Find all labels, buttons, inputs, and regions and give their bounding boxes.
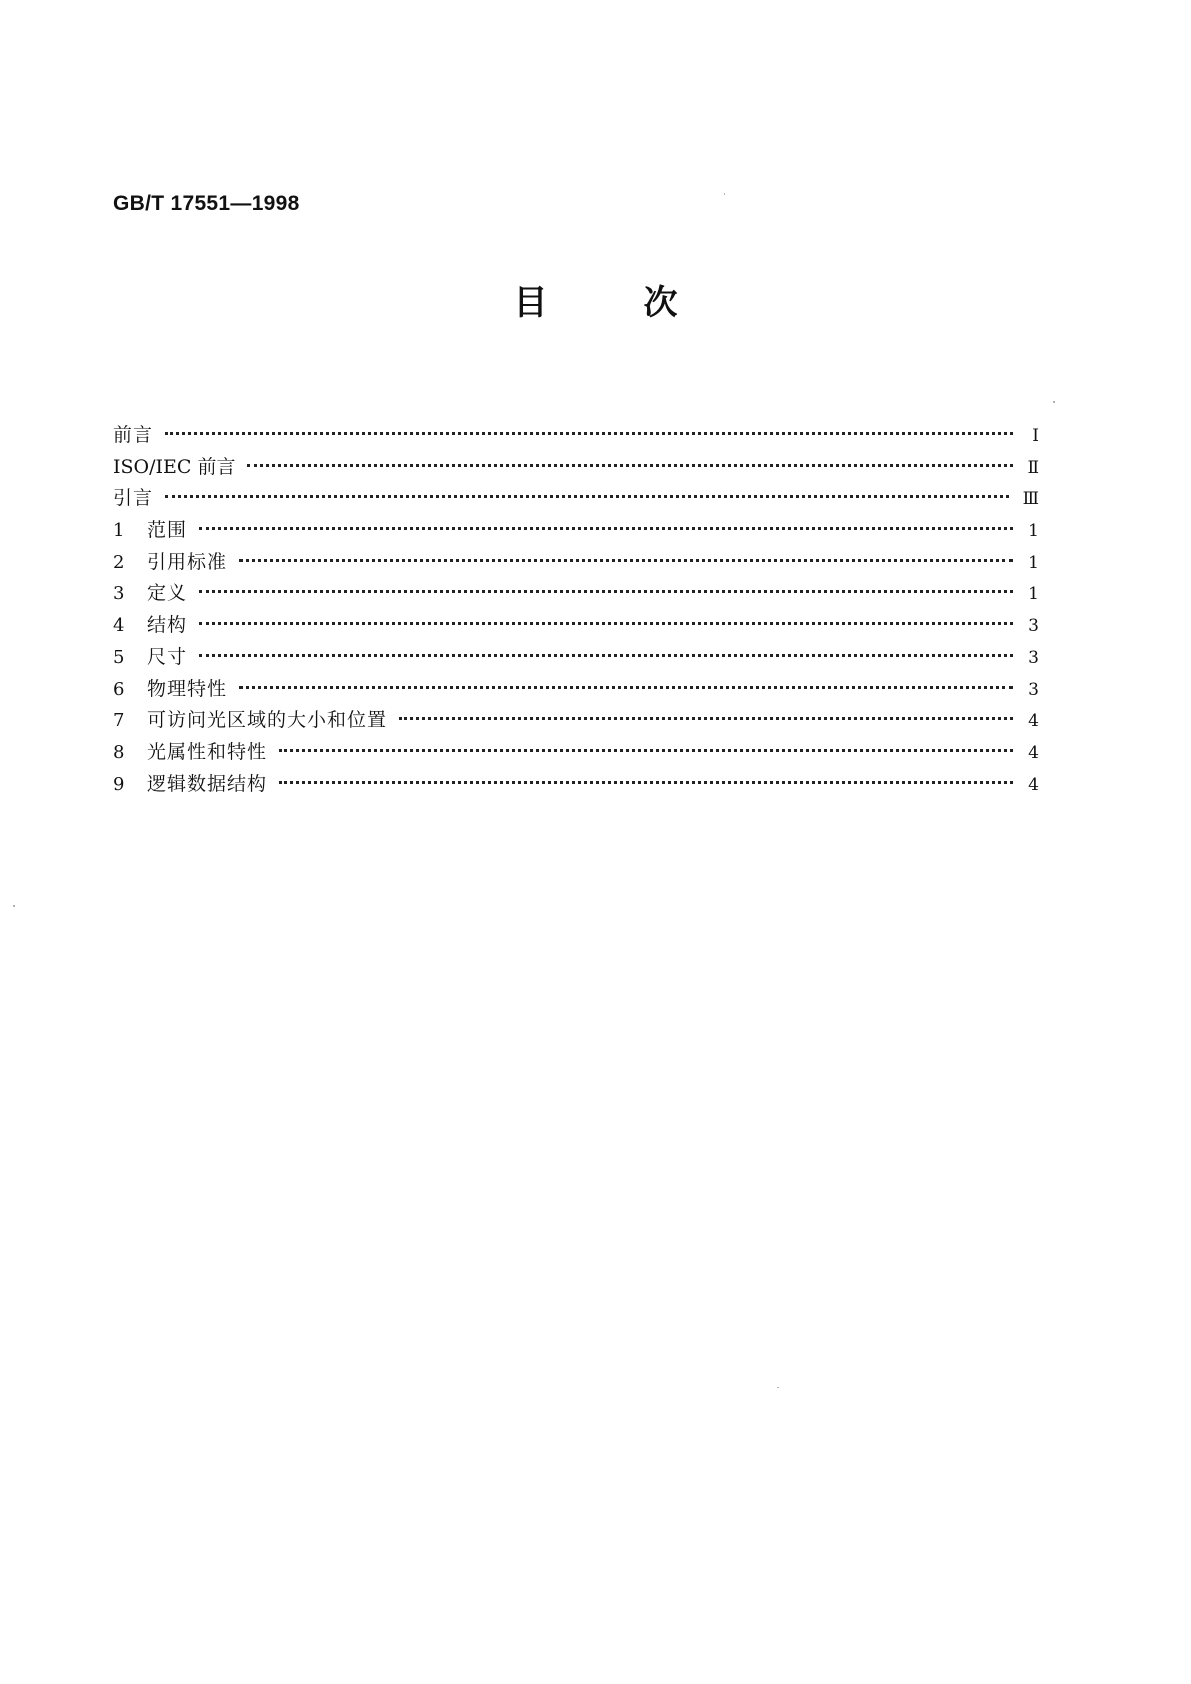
toc-leader-dots	[399, 717, 1013, 720]
toc-entry-number: 3	[113, 583, 125, 605]
toc-entry-section-7[interactable]	[113, 705, 1039, 737]
toc-entry-page: Ⅱ	[1027, 457, 1039, 478]
toc-entry-page: 4	[1028, 711, 1039, 732]
toc-leader-dots	[239, 686, 1013, 689]
toc-entry-section-2[interactable]	[113, 547, 1039, 579]
toc-entry-number: 9	[113, 773, 125, 795]
toc-entry-label: 定义	[147, 582, 188, 605]
toc-entry-number: 7	[113, 710, 125, 732]
scan-speck	[724, 193, 725, 195]
toc-entry-section-8[interactable]	[113, 737, 1039, 769]
toc-entry-page: 4	[1028, 774, 1039, 795]
toc-entry-iso-iec-preface[interactable]	[113, 452, 1039, 484]
toc-entry-label: 尺寸	[147, 645, 188, 668]
toc-entry-label: 结构	[147, 614, 188, 637]
toc-entry-page: 1	[1028, 584, 1039, 605]
scan-speck	[13, 905, 15, 907]
toc-entry-label: ISO/IEC 前言	[113, 455, 236, 478]
toc-leader-dots	[239, 559, 1013, 562]
toc-entry-preface[interactable]	[113, 420, 1039, 452]
toc-entry-section-3[interactable]	[113, 578, 1039, 610]
toc-entry-number: 6	[113, 678, 125, 700]
toc-leader-dots	[199, 622, 1013, 625]
toc-entry-label: 范围	[147, 519, 188, 542]
toc-entry-page: 1	[1028, 552, 1039, 573]
toc-leader-dots	[165, 495, 1009, 498]
toc-entry-label: 物理特性	[147, 677, 228, 700]
toc-leader-dots	[247, 464, 1013, 467]
toc-entry-page: Ⅲ	[1022, 489, 1039, 510]
toc-leader-dots	[279, 781, 1013, 784]
toc-entry-page: 3	[1028, 616, 1039, 637]
toc-entry-page: 1	[1028, 521, 1039, 542]
standard-code: GB/T 17551—1998	[113, 192, 300, 215]
toc-entry-number: 2	[113, 551, 125, 573]
toc-entry-label: 光属性和特性	[147, 740, 268, 763]
toc-entry-number: 1	[113, 520, 125, 542]
toc-leader-dots	[165, 432, 1013, 435]
toc-entry-page: 4	[1028, 742, 1039, 763]
scan-speck	[777, 1387, 779, 1388]
table-of-contents	[113, 420, 1039, 800]
toc-entry-label: 前言	[113, 424, 154, 446]
scan-speck	[1053, 401, 1055, 403]
toc-entry-section-5[interactable]	[113, 642, 1039, 674]
toc-entry-section-1[interactable]	[113, 515, 1039, 547]
toc-entry-number: 5	[113, 646, 125, 668]
toc-entry-label: 引言	[113, 487, 154, 510]
toc-leader-dots	[199, 590, 1013, 593]
toc-entry-introduction[interactable]	[113, 483, 1039, 515]
toc-leader-dots	[199, 527, 1013, 530]
toc-leader-dots	[199, 654, 1013, 657]
toc-entry-section-9[interactable]	[113, 769, 1039, 801]
toc-entry-number: 8	[113, 741, 125, 763]
toc-entry-number: 4	[113, 615, 125, 637]
toc-entry-page: I	[1032, 426, 1039, 446]
toc-entry-page: 3	[1028, 647, 1039, 668]
page-title: 目次	[513, 283, 774, 323]
toc-entry-label: 逻辑数据结构	[147, 772, 268, 795]
toc-entry-section-6[interactable]	[113, 674, 1039, 706]
toc-entry-page: 3	[1028, 679, 1039, 700]
toc-entry-section-4[interactable]	[113, 610, 1039, 642]
toc-entry-label: 可访问光区域的大小和位置	[147, 709, 388, 732]
toc-leader-dots	[279, 749, 1013, 752]
toc-entry-label: 引用标准	[147, 550, 228, 573]
